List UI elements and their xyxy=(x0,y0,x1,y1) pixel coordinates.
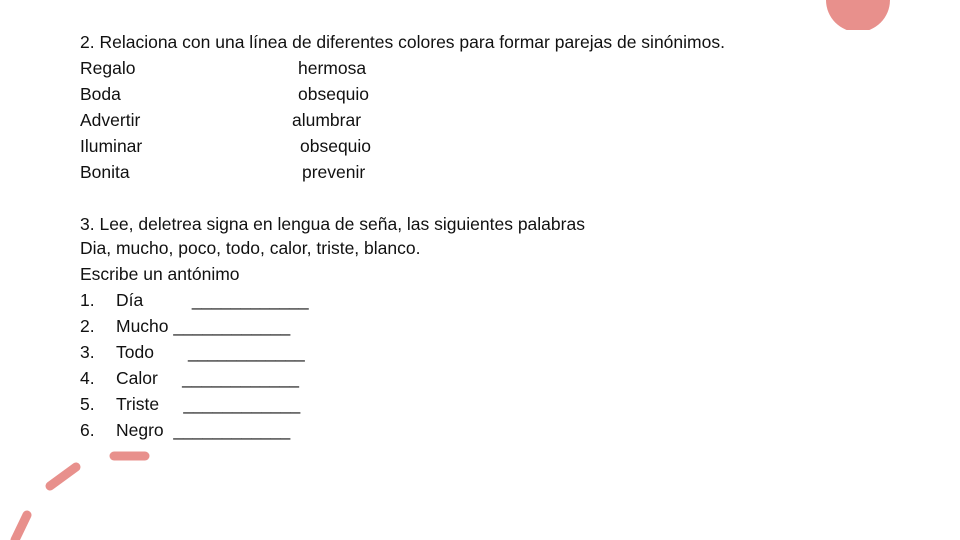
pair-left-1: Regalo xyxy=(80,58,136,78)
pair-right-4: obsequio xyxy=(300,136,372,156)
pair-right-3: alumbrar xyxy=(292,110,362,130)
item-number-4: 4. xyxy=(80,368,95,388)
item-text-1: Día ____________ xyxy=(116,290,309,310)
exercise-3-heading: 3. Lee, deletrea signa en lengua de seña, las siguientes palabras xyxy=(80,214,585,234)
pair-left-3: Advertir xyxy=(80,110,141,130)
pair-left-5: Bonita xyxy=(80,162,130,182)
item-text-2: Mucho ____________ xyxy=(116,316,291,336)
item-number-2: 2. xyxy=(80,316,95,336)
item-text-5: Triste ____________ xyxy=(116,394,301,414)
item-number-6: 6. xyxy=(80,420,95,440)
decorative-circle xyxy=(818,0,898,30)
pair-right-1: hermosa xyxy=(298,58,367,78)
exercise-3-instruction: Escribe un antónimo xyxy=(80,264,240,284)
pair-left-2: Boda xyxy=(80,84,121,104)
exercise-3-words: Dia, mucho, poco, todo, calor, triste, blanco. xyxy=(80,238,421,258)
item-text-6: Negro ____________ xyxy=(116,420,291,440)
item-text-3: Todo ____________ xyxy=(116,342,305,362)
decorative-dashes xyxy=(0,440,170,540)
item-number-1: 1. xyxy=(80,290,95,310)
item-number-3: 3. xyxy=(80,342,95,362)
pair-left-4: Iluminar xyxy=(80,136,143,156)
item-number-5: 5. xyxy=(80,394,95,414)
pair-right-2: obsequio xyxy=(298,84,370,104)
pair-right-5: prevenir xyxy=(302,162,366,182)
exercise-2-heading: 2. Relaciona con una línea de diferentes colores para formar parejas de sinónimos. xyxy=(80,32,725,52)
item-text-4: Calor ____________ xyxy=(116,368,299,388)
